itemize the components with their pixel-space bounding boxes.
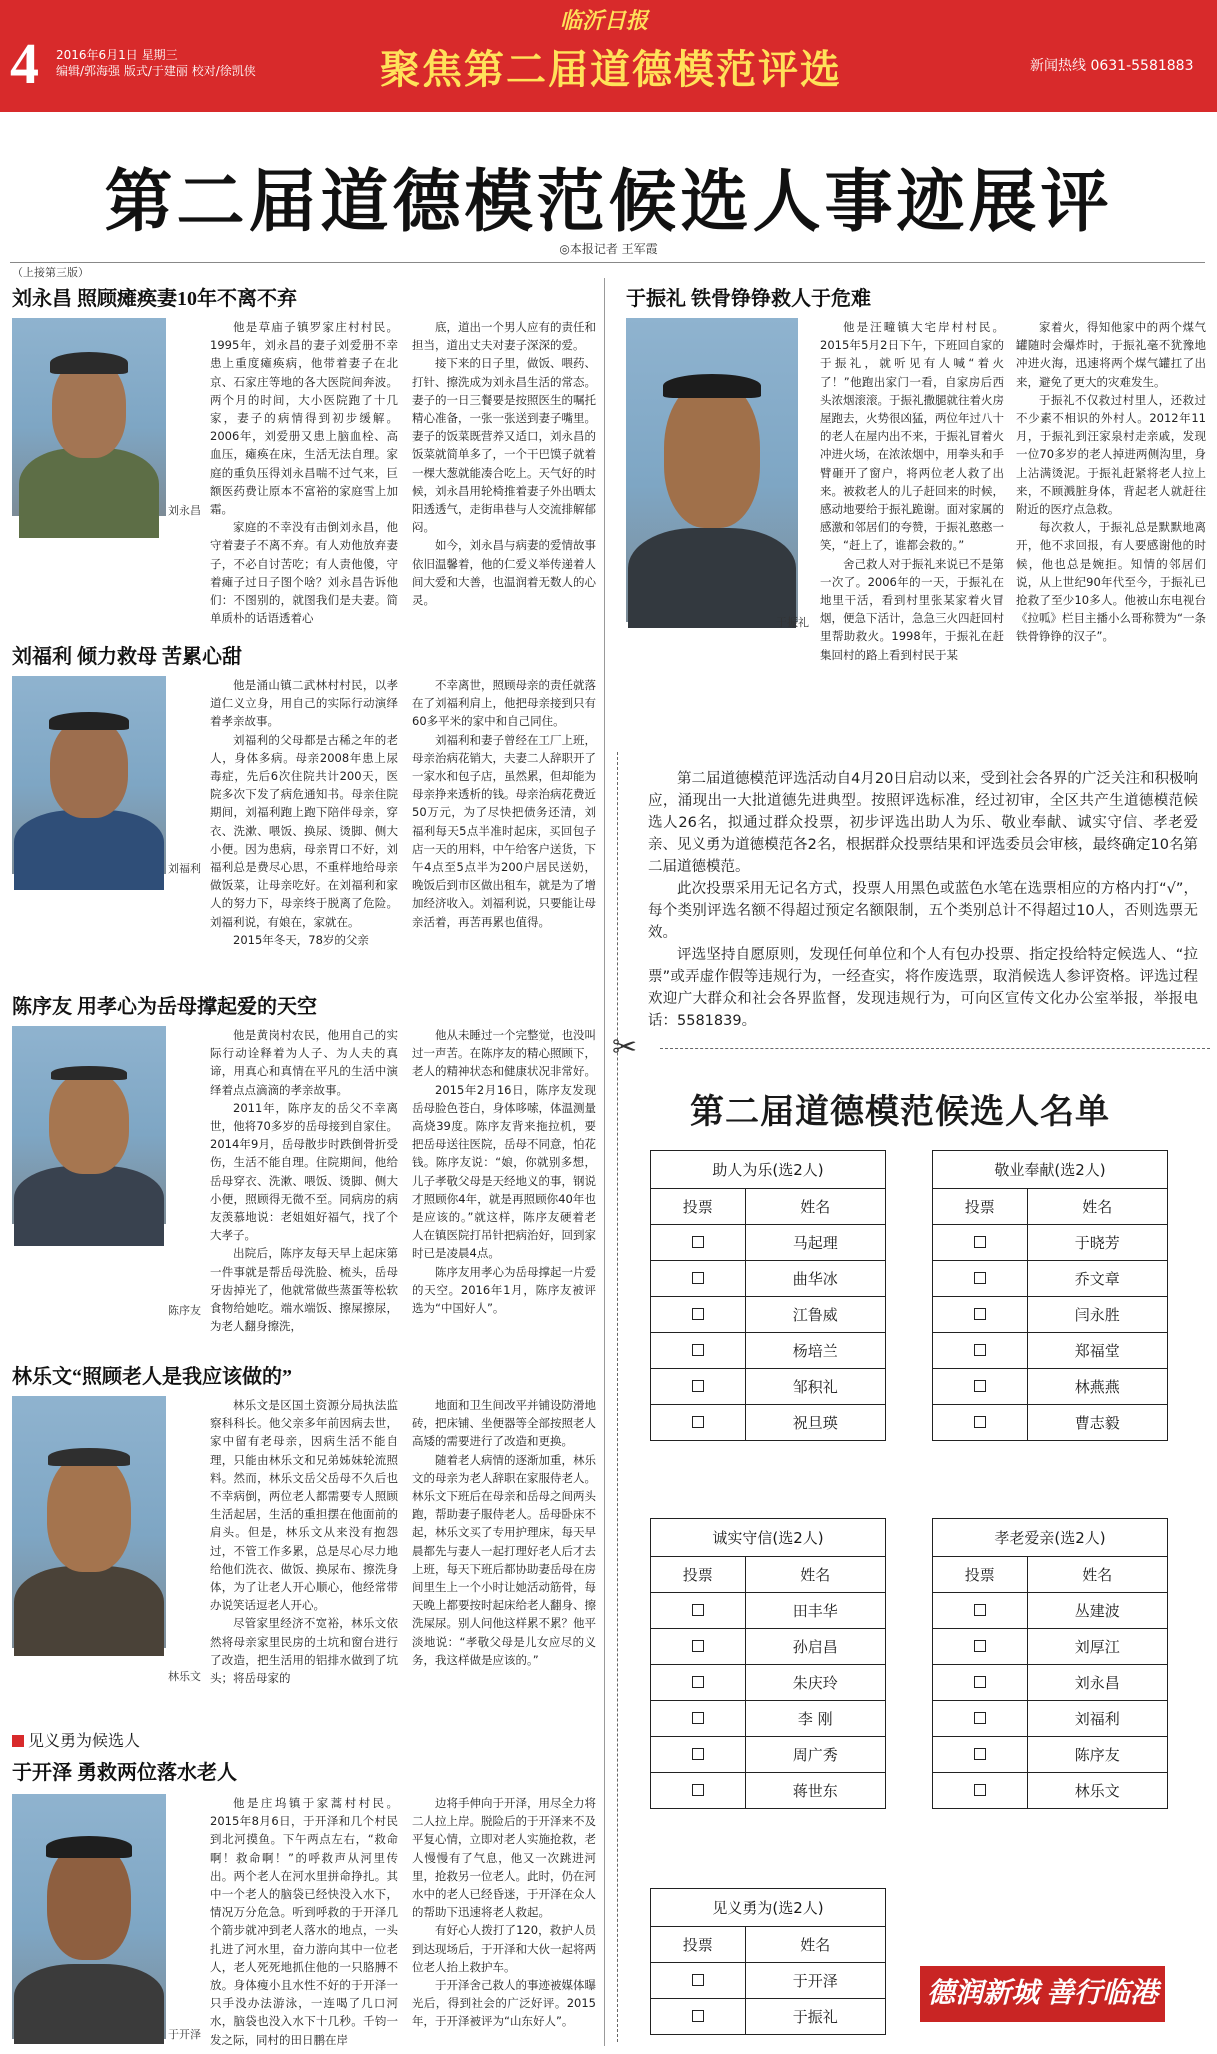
vote-checkbox[interactable] — [692, 1344, 704, 1356]
column-header: 姓名 — [745, 1557, 885, 1593]
table-row — [933, 1333, 1168, 1369]
vote-checkbox[interactable] — [692, 1974, 704, 1986]
portrait-photo — [12, 1396, 166, 1648]
table-row — [651, 1701, 886, 1737]
table-row — [933, 1369, 1168, 1405]
candidate-name: 田丰华 — [745, 1593, 885, 1629]
article-paragraph: 他是黄岗村农民，他用自己的实际行动诠释着为人子、为人夫的真谛，用真心和真情在平凡的生活中演绎着点点滴滴的孝亲故事。 — [210, 1028, 398, 1097]
candidate-name: 杨培兰 — [745, 1333, 885, 1369]
red-bullet-icon — [12, 1735, 24, 1747]
vote-checkbox[interactable] — [692, 1712, 704, 1724]
vote-checkbox[interactable] — [974, 1272, 986, 1284]
candidate-name: 蒋世东 — [745, 1773, 885, 1809]
candidate-name: 于晓芳 — [1027, 1225, 1167, 1261]
table-row — [933, 1297, 1168, 1333]
article-paragraph: 舍己救人对于振礼来说已不是第一次了。2006年的一天，于振礼在地里干活，看到村里张某家着火冒烟，便急下活计，急急三火四赶回村里帮助救火。1998年，于振礼在赶集回村的路上看到村民于某 — [820, 556, 1004, 662]
candidate-name: 祝旦瑛 — [745, 1405, 885, 1441]
ballot-table — [932, 1150, 1168, 1441]
candidate-name: 丛建波 — [1027, 1593, 1167, 1629]
page-banner — [0, 0, 1217, 112]
ballot-table — [932, 1518, 1168, 1809]
ballot-table — [650, 1888, 886, 2035]
article-column — [210, 1026, 398, 1334]
table-row — [651, 1737, 886, 1773]
election-notice — [648, 768, 1198, 1038]
table-row — [651, 1629, 886, 1665]
table-row — [933, 1701, 1168, 1737]
vote-checkbox[interactable] — [692, 1416, 704, 1428]
ballot-category: 孝老爱亲(选2人) — [933, 1519, 1168, 1557]
ballot-title: 第二届道德模范候选人名单 — [690, 1094, 1110, 1131]
section-title: 聚焦第二届道德模范评选 — [380, 47, 842, 93]
vote-checkbox[interactable] — [974, 1784, 986, 1796]
article-paragraph: 家庭的不幸没有击倒刘永昌，他守着妻子不离不弃。有人劝他放弃妻子，不必自讨苦吃；有人责他傻，守着瘫子过日子图个啥？刘永昌告诉他们：不图别的，就图我们是夫妻。简单质朴的话语透着心 — [210, 520, 398, 626]
ballot-category: 助人为乐(选2人) — [651, 1151, 886, 1189]
photo-caption: 于振礼 — [776, 616, 809, 629]
notice-paragraph: 评选坚持自愿原则，发现任何单位和个人有包办投票、指定投给特定候选人、“拉票”或弄虚作假等违规行为，一经查实，将作废选票，取消候选人参评资格。评选过程欢迎广大群众和社会各界监督，发现违规行为，可向区宣传文化办公室举报，举报电话：5581839。 — [648, 947, 1198, 1029]
photo-caption: 刘福利 — [168, 862, 201, 875]
article-paragraph: 刘福利的父母都是古稀之年的老人，身体多病。母亲2008年患上尿毒症，先后6次住院共计200天，医院多次下发了病危通知书。母亲住院期间，刘福利跑上跑下陪伴母亲，穿衣、洗漱、喂饭、换尿、烫脚、侧大小便。因为患病，母亲胃口不好，刘福利总是费尽心思，不重样地给母亲做饭菜，让母亲吃好。在刘福利和家人的努力下，母亲终于脱离了危险。刘福利说，有娘在，家就在。 — [210, 732, 398, 929]
vote-checkbox[interactable] — [692, 1604, 704, 1616]
vote-checkbox[interactable] — [974, 1344, 986, 1356]
candidate-name: 于振礼 — [745, 1999, 885, 2035]
table-row — [651, 1963, 886, 1999]
vote-checkbox[interactable] — [974, 1676, 986, 1688]
vote-checkbox[interactable] — [692, 1676, 704, 1688]
cut-line — [660, 1048, 1210, 1049]
profile-title: 于振礼 铁骨铮铮救人于危难 — [626, 288, 871, 310]
table-row — [933, 1629, 1168, 1665]
column-divider — [604, 278, 605, 2046]
article-paragraph: 他是庄坞镇于家蒿村村民。2015年8月6日，于开泽和几个村民到北河摸鱼。下午两点左右，“救命啊！救命啊！”的呼救声从河里传出。两个老人在河水里拼命挣扎。其中一个老人的脑袋已经快没入水下，情况万分危急。听到呼救的于开泽几个箭步就冲到老人落水的地点，一头扎进了河水里，奋力游向其中一位老人，老人死死地抓住他的一只胳膊不放。身体瘦小且水性不好的于开泽一只手没办法游泳，一连喝了几口河水，脑袋也没入水下十几秒。千钧一发之际，同村的田日鹏在岸 — [210, 1796, 398, 2047]
table-row — [933, 1665, 1168, 1701]
ballot-table — [650, 1518, 886, 1809]
column-header: 投票 — [651, 1927, 746, 1963]
candidate-name: 朱庆玲 — [745, 1665, 885, 1701]
article-column — [412, 1794, 596, 2048]
scissors-icon: ✂ — [612, 1030, 638, 1065]
candidate-name: 闫永胜 — [1027, 1297, 1167, 1333]
article-paragraph: 边将手伸向于开泽，用尽全力将二人拉上岸。脱险后的于开泽来不及平复心情，立即对老人实施抢救，老人慢慢有了气息，他又一次跳进河里，抢救另一位老人。此时，仍在河水中的老人已经昏迷，于开泽在众人的帮助下迅速将老人救起。 — [412, 1796, 596, 1920]
column-header: 姓名 — [1027, 1557, 1167, 1593]
article-column — [820, 318, 1004, 662]
column-header: 姓名 — [745, 1927, 885, 1963]
article-column — [210, 676, 398, 947]
candidate-name: 刘厚江 — [1027, 1629, 1167, 1665]
article-paragraph: 他是草庙子镇罗家庄村村民。1995年，刘永昌的妻子刘爱册不幸患上重度瘫痪病，他带着妻子在北京、石家庄等地的各大医院间奔波。两个月的时间，大小医院跑了十几家，妻子的病情得到初步缓解。2006年，刘爱册又患上脑血栓、高血压，瘫痪在床，生活无法自理。家庭的重负压得刘永昌喘不过气来，巨额医药费让原本不富裕的家庭雪上加霜。 — [210, 320, 398, 517]
photo-caption: 于开泽 — [168, 2028, 201, 2041]
vote-checkbox[interactable] — [974, 1640, 986, 1652]
article-paragraph: 2015年冬天，78岁的父亲 — [233, 932, 369, 947]
table-row — [651, 1297, 886, 1333]
portrait-photo — [12, 1794, 166, 2039]
article-paragraph: 陈序友用孝心为岳母撑起一片爱的天空。2016年1月，陈序友被评选为“中国好人”。 — [412, 1264, 596, 1316]
vote-checkbox[interactable] — [974, 1308, 986, 1320]
vote-checkbox[interactable] — [692, 1784, 704, 1796]
notice-paragraph: 第二届道德模范评选活动自4月20日启动以来，受到社会各界的广泛关注和积极响应，涌现出一大批道德先进典型。按照评选标准，经过初审，全区共产生道德模范候选人26名，拟通过群众投票，初步评选出助人为乐、敬业奉献、诚实守信、孝老爱亲、见义勇为道德模范各2名，根据群众投票结果和评选委员会审核，最终确定10名第二届道德模范。 — [648, 771, 1198, 875]
article-paragraph: 出院后，陈序友每天早上起床第一件事就是帮岳母洗脸、梳头，岳母牙齿掉光了，他就常做些蒸蛋等松软食物给她吃。端水端饭、擦屎擦尿，为老人翻身擦洗， — [210, 1246, 398, 1334]
table-row — [933, 1773, 1168, 1809]
table-row — [651, 1333, 886, 1369]
candidate-name: 周广秀 — [745, 1737, 885, 1773]
article-paragraph: 于开泽舍己救人的事迹被媒体曝光后，得到社会的广泛好评。2015年，于开泽被评为“山东好人”。 — [412, 1978, 596, 2029]
portrait-photo — [12, 676, 166, 874]
vote-checkbox[interactable] — [974, 1712, 986, 1724]
candidate-name: 曲华冰 — [745, 1261, 885, 1297]
article-column — [412, 676, 596, 936]
candidate-name: 马起理 — [745, 1225, 885, 1261]
article-paragraph: 尽管家里经济不宽裕，林乐文依然将母亲家里民房的土坑和窗台进行了改造，把生活用的铝排水做到了坑头；将岳母家的 — [210, 1616, 398, 1686]
table-row — [933, 1225, 1168, 1261]
ballot-category: 见义勇为(选2人) — [651, 1889, 886, 1927]
hotline: 新闻热线 0631-5581883 — [1030, 58, 1194, 74]
article-paragraph: 有好心人拨打了120，救护人员到达现场后，于开泽和大伙一起将两位老人抬上救护车。 — [412, 1923, 596, 1974]
column-header: 投票 — [933, 1189, 1028, 1225]
article-paragraph: 2015年2月16日，陈序友发现岳母脸色苍白，身体哆嗦，体温测量高烧39度。陈序友背来拖拉机，要把岳母送往医院，岳母不同意，怕花钱。陈序友说：“娘，你就别多想，儿子孝敬父母是天经地义的事，钢说才照顾你4年，就是再照顾你40年也是应该的。”就这样，陈序友硬着老人在镇医院打吊针把病治好，回到家时已是凌晨4点。 — [412, 1082, 596, 1261]
column-header: 姓名 — [745, 1189, 885, 1225]
article-paragraph: 于振礼不仅救过村里人，还救过不少素不相识的外村人。2012年11月，于振礼到汪家泉村走亲戚，发现一位70多岁的老人掉进两侧沟里，身上沾满烫泥。于振礼赶紧将老人拉上来，不顾溅脏身体，背起老人就赶往附近的医疗点急救。 — [1016, 392, 1206, 517]
candidate-name: 刘永昌 — [1027, 1665, 1167, 1701]
notice-paragraph: 此次投票采用无记名方式，投票人用黑色或蓝色水笔在选票相应的方格内打“√”，每个类别评选名额不得超过预定名额限制，五个类别总计不得超过10人，否则选票无效。 — [648, 881, 1198, 941]
article-paragraph: 如今，刘永昌与病妻的爱情故事依旧温馨着，他的仁爱义举传递着人间大爱和大善，也温润着无数人的心灵。 — [412, 538, 596, 608]
candidate-name: 陈序友 — [1027, 1737, 1167, 1773]
article-column — [210, 1794, 398, 2048]
cut-line — [617, 752, 618, 2042]
candidate-name: 林燕燕 — [1027, 1369, 1167, 1405]
article-paragraph: 2011年，陈序友的岳父不幸离世，他将70多岁的岳母接到自家住。2014年9月，岳母散步时跌倒骨折受伤，生活不能自理。住院期间，他给岳母穿衣、洗漱、喂饭、烫脚、侧大小便，照顾得无微不至。同病房的病友羡慕地说：老姐姐好福气，找了个大孝子。 — [210, 1100, 398, 1243]
table-row — [651, 1665, 886, 1701]
divider — [10, 262, 1205, 263]
candidate-name: 刘福利 — [1027, 1701, 1167, 1737]
article-column — [412, 1026, 596, 1322]
table-row — [651, 1405, 886, 1441]
vote-checkbox[interactable] — [974, 1380, 986, 1392]
candidate-name: 孙启昌 — [745, 1629, 885, 1665]
vote-checkbox[interactable] — [692, 1272, 704, 1284]
candidate-name: 乔文章 — [1027, 1261, 1167, 1297]
candidate-name: 林乐文 — [1027, 1773, 1167, 1809]
table-row — [933, 1593, 1168, 1629]
profile-title: 陈序友 用孝心为岳母撑起爱的天空 — [12, 996, 317, 1018]
candidate-name: 于开泽 — [745, 1963, 885, 1999]
ballot-category: 诚实守信(选2人) — [651, 1519, 886, 1557]
byline: ◎本报记者 王军霞 — [559, 242, 658, 256]
article-paragraph: 他是涌山镇二武林村村民，以孝道仁义立身，用自己的实际行动演绎着孝亲故事。 — [210, 678, 398, 729]
photo-caption: 林乐文 — [168, 1670, 201, 1683]
column-header: 投票 — [651, 1557, 746, 1593]
article-column — [412, 1396, 596, 1684]
table-row — [651, 1593, 886, 1629]
vote-checkbox[interactable] — [974, 1236, 986, 1248]
portrait-photo — [626, 318, 798, 622]
masthead: 临沂日报 — [560, 9, 649, 34]
continued-note: （上接第三版） — [12, 266, 89, 279]
candidate-name: 郑福堂 — [1027, 1333, 1167, 1369]
vote-checkbox[interactable] — [974, 1416, 986, 1428]
vote-checkbox[interactable] — [692, 1236, 704, 1248]
profile-title: 林乐文“照顾老人是我应该做的” — [12, 1366, 292, 1388]
profile-title: 刘永昌 照顾瘫痪妻10年不离不弃 — [12, 288, 297, 310]
slogan-banner: 德润新城 善行临港 — [920, 1966, 1165, 2022]
article-paragraph: 他是汪疃镇大宅岸村村民。2015年5月2日下午，下班回自家的于振礼，就听见有人喊“着火了！”他跑出家门一看，自家房后西头浓烟滚滚。于振礼撒腿就往着火房屋跑去，火势很凶猛，两位年过八十的老人在屋内出不来，于振礼冒着火冲进火场，在浓浓烟中，用拳头和手臂砸开了窗户，将两位老人救了出来。被救老人的儿子赶回来的时候，感动地要给于振礼跪谢。面对家属的感激和邻居们的夸赞，于振礼憨憨一笑，“赶上了，谁都会救的。” — [820, 320, 1004, 553]
article-paragraph: 底，道出一个男人应有的责任和担当，道出丈夫对妻子深深的爱。 — [412, 320, 596, 353]
candidate-name: 曹志毅 — [1027, 1405, 1167, 1441]
headline: 第二届道德模范候选人事迹展评 — [104, 164, 1113, 240]
table-row — [933, 1261, 1168, 1297]
vote-checkbox[interactable] — [692, 1640, 704, 1652]
article-paragraph: 林乐文是区国土资源分局执法监察科科长。他父亲多年前因病去世，家中留有老母亲，因病生活不能自理，只能由林乐文和兄弟姊妹轮流照料。然而，林乐文岳父岳母不久后也不幸病倒，两位老人都需要专人照顾生活起居，生活的重担摆在他面前的肩头。但是，林乐文从来没有抱怨过，不管工作多累，总是尽心尽力地给他们洗衣、做饭、换尿布、擦洗身体，为了让老人开心顺心，他经常带办说笑话逗老人开心。 — [210, 1398, 398, 1613]
vote-checkbox[interactable] — [692, 1380, 704, 1392]
ballot-category: 敬业奉献(选2人) — [933, 1151, 1168, 1189]
candidate-name: 江鲁威 — [745, 1297, 885, 1333]
article-paragraph: 每次救人，于振礼总是默默地离开，他不求回报，有人要感谢他的时候，他也总是婉拒。知情的邻居们说，从上世纪90年代至今，于振礼已抢救了至少10多人。他被山东电视台《拉呱》栏目主播小么哥称赞为“一条铁骨铮铮的汉子”。 — [1016, 520, 1206, 644]
article-paragraph: 家着火，得知他家中的两个煤气罐随时会爆炸时，于振礼毫不犹豫地冲进火海，迅速将两个煤气罐扛了出来，避免了更大的灾难发生。 — [1016, 320, 1206, 389]
page-number: 4 — [10, 31, 39, 96]
table-row — [933, 1405, 1168, 1441]
article-paragraph: 随着老人病情的逐渐加重，林乐文的母亲为老人辞职在家服侍老人。林乐文下班后在母亲和岳母之间两头跑，帮助妻子服侍老人。岳母卧床不起，林乐文买了专用护理床，每天早晨都先与妻人一起打理好老人后才去上班，每天下班后都协助妻岳母在房间里生上一个小时让她活动筋骨，每天晚上都要按时起床给老人翻身、擦洗屎尿。别人问他这样累不累？他平淡地说：“孝敬父母是儿女应尽的义务，我这样做是应该的。” — [412, 1452, 596, 1667]
table-row — [651, 1773, 886, 1809]
vote-checkbox[interactable] — [692, 1748, 704, 1760]
article-paragraph: 地面和卫生间改平并铺设防滑地砖，把床铺、坐便器等全部按照老人高矮的需要进行了改造和更换。 — [412, 1398, 596, 1449]
profile-title: 刘福利 倾力救母 苦累心甜 — [12, 646, 242, 668]
ballot-table — [650, 1150, 886, 1441]
article-paragraph: 不幸离世，照顾母亲的责任就落在了刘福利肩上，他把母亲接到只有60多平米的家中和自己同住。 — [412, 678, 596, 729]
article-column — [412, 318, 596, 704]
portrait-photo — [12, 1026, 166, 1224]
column-header: 姓名 — [1027, 1189, 1167, 1225]
portrait-photo — [12, 318, 166, 516]
photo-caption: 陈序友 — [168, 1304, 201, 1317]
table-row — [651, 1999, 886, 2035]
table-row — [651, 1369, 886, 1405]
article-column — [210, 1396, 398, 1684]
article-paragraph: 接下来的日子里，做饭、喂药、打针、擦洗成为刘永昌生活的常态。妻子的一日三餐要是按照医生的嘱托精心准备，一张一张送到妻子嘴里。妻子的饭菜既营养又适口，刘永昌的饭菜就简单多了，一个干巴馍子就着一棵大葱就能凑合吃上。天气好的时候，刘永昌用轮椅推着妻子外出晒太阳透透气，走街串巷与人交流排解郁闷。 — [412, 356, 596, 535]
table-row — [651, 1225, 886, 1261]
vote-checkbox[interactable] — [974, 1748, 986, 1760]
brave-section-label: 见义勇为候选人 — [12, 1728, 140, 1751]
candidate-name: 邹积礼 — [745, 1369, 885, 1405]
article-column — [1016, 318, 1206, 644]
table-row — [651, 1261, 886, 1297]
article-paragraph: 刘福利和妻子曾经在工厂上班，母亲治病花销大，夫妻二人辞职开了一家水和包子店，虽然累，但却能为母亲挣来透析的钱。母亲治病花费近50万元，为了尽快把债务还清，刘福利每天5点半准时起床，买回包子店一天的用料，中午给客户送货，下午4点至5点半为200户居民送奶，晚饭后到市区做出租车，就是为了增加经济收入。刘福利说，只要能让母亲活着，再苦再累也值得。 — [412, 732, 596, 929]
vote-checkbox[interactable] — [692, 2010, 704, 2022]
editor-line: 编辑/郭海强 版式/于建丽 校对/徐凯侠 — [56, 64, 256, 78]
column-header: 投票 — [651, 1189, 746, 1225]
column-header: 投票 — [933, 1557, 1028, 1593]
vote-checkbox[interactable] — [692, 1308, 704, 1320]
table-row — [933, 1737, 1168, 1773]
profile-title: 于开泽 勇救两位落水老人 — [12, 1762, 237, 1784]
candidate-name: 李 刚 — [745, 1701, 885, 1737]
date-line: 2016年6月1日 星期三 — [56, 48, 178, 62]
photo-caption: 刘永昌 — [168, 504, 201, 517]
article-paragraph: 他从未睡过一个完整觉，也没叫过一声苦。在陈序友的精心照顾下，老人的精神状态和健康状况非常好。 — [412, 1028, 596, 1079]
vote-checkbox[interactable] — [974, 1604, 986, 1616]
